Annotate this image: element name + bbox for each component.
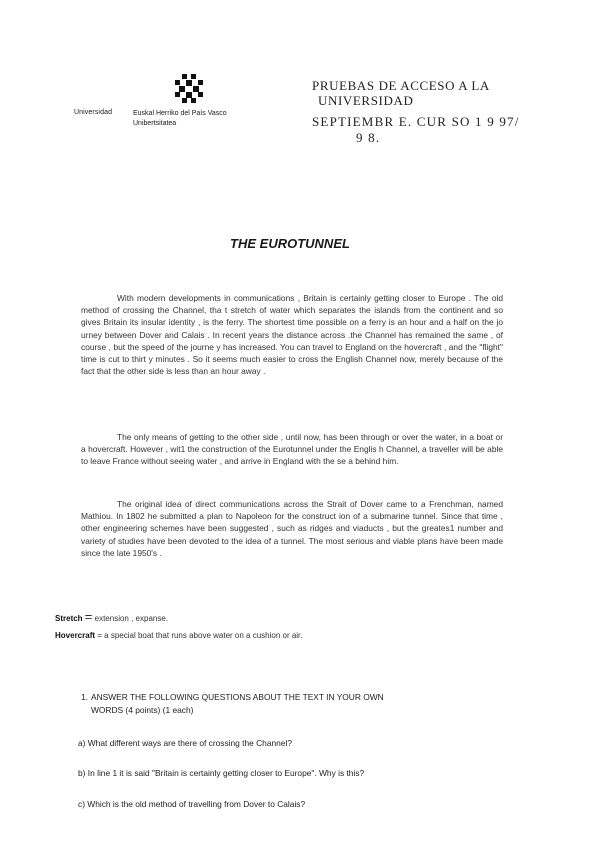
glossary-item-hovercraft bbox=[55, 631, 303, 640]
paragraph-1 bbox=[81, 292, 503, 377]
session-line1: SEPTIEMBR E. CUR SO 1 9 97/ bbox=[312, 114, 520, 129]
exam-header-line2: UNIVERSIDAD bbox=[318, 93, 414, 108]
exam-header-line1: PRUEBAS DE ACCESO A LA bbox=[312, 78, 490, 93]
question-item-b: b) In line 1 it is said "Britain is certainly getting closer to Europe". Why is this? bbox=[78, 768, 365, 778]
glossary-separator: = bbox=[97, 631, 102, 640]
session-line2: 9 8. bbox=[356, 130, 381, 145]
paragraph-2 bbox=[81, 431, 503, 468]
glossary-item-stretch bbox=[55, 609, 168, 624]
paragraph-3 bbox=[81, 498, 503, 559]
question-item-c: c) Which is the old method of travelling from Dover to Calais? bbox=[78, 799, 306, 809]
page-title: THE EUROTUNNEL bbox=[230, 236, 350, 251]
glossary-term: Hovercraft bbox=[55, 631, 96, 640]
glossary-definition: a special boat that runs above water on a cushion or air. bbox=[104, 631, 303, 640]
paragraph-3-text: The original idea of direct communications across the Strait of Dover came to a Frenchman, named Mathiou. In 1802 he submitted a plan to Napoleon for the construct ion of a submarine tunnel. Since that time , other engineering schemes have been suggested , such as ridges and viaducts , but the greates1 number and variety of studies have been devoted to the idea of a tunnel. The most serious and viable plans have been made since the late 1950's . bbox=[81, 499, 503, 558]
glossary-term: Stretch bbox=[55, 614, 83, 623]
question-item-a: a) What different ways are there of crossing the Channel? bbox=[78, 738, 292, 748]
university-basque-line2: Unibertsitatea bbox=[133, 120, 177, 127]
university-basque-name bbox=[133, 109, 227, 129]
university-basque-line1: Euskal Herriko del País Vasco bbox=[133, 110, 227, 117]
glossary-definition: extension , expanse. bbox=[94, 614, 169, 623]
glossary-separator: = bbox=[84, 609, 93, 624]
question-heading bbox=[81, 691, 384, 717]
university-logo bbox=[173, 73, 205, 105]
session-header bbox=[312, 114, 520, 146]
question-number: 1. bbox=[81, 692, 88, 702]
exam-header bbox=[312, 78, 490, 108]
paragraph-1-text: With modern developments in communications , Britain is certainly getting closer to Europe . The old method of crossing the Channel, tha t stretch of water which separates the islands from the continent and so gives Britain its insular identity , is the ferry. The shortest time possible on a ferry is an hour and a half on the jo urney between Dover and Calais . In recent years the distance across .the Channel has remained the same , of course , but the speed of the journe y has increased. You can travel to England on the hovercraft , and the "flight" time is cut to thirt y minutes . So it seems much easier to cross the English Channel now, merely because of the fact that the other side is less than an hour away . bbox=[81, 293, 503, 377]
paragraph-2-text: The only means of getting to the other side , until now, has been through or over the water, in a boat or a hovercraft. However , wit1 the construction of the Eurotunnel under the Englis h Channel, a traveller will be able to leave France without seeing water , and arrive in England with the se a behind him. bbox=[81, 432, 503, 467]
question-heading-line2: WORDS (4 points) (1 each) bbox=[91, 705, 194, 715]
question-heading-line1: ANSWER THE FOLLOWING QUESTIONS ABOUT THE TEXT IN YOUR OWN bbox=[91, 692, 384, 702]
university-label: Universidad bbox=[74, 109, 113, 116]
